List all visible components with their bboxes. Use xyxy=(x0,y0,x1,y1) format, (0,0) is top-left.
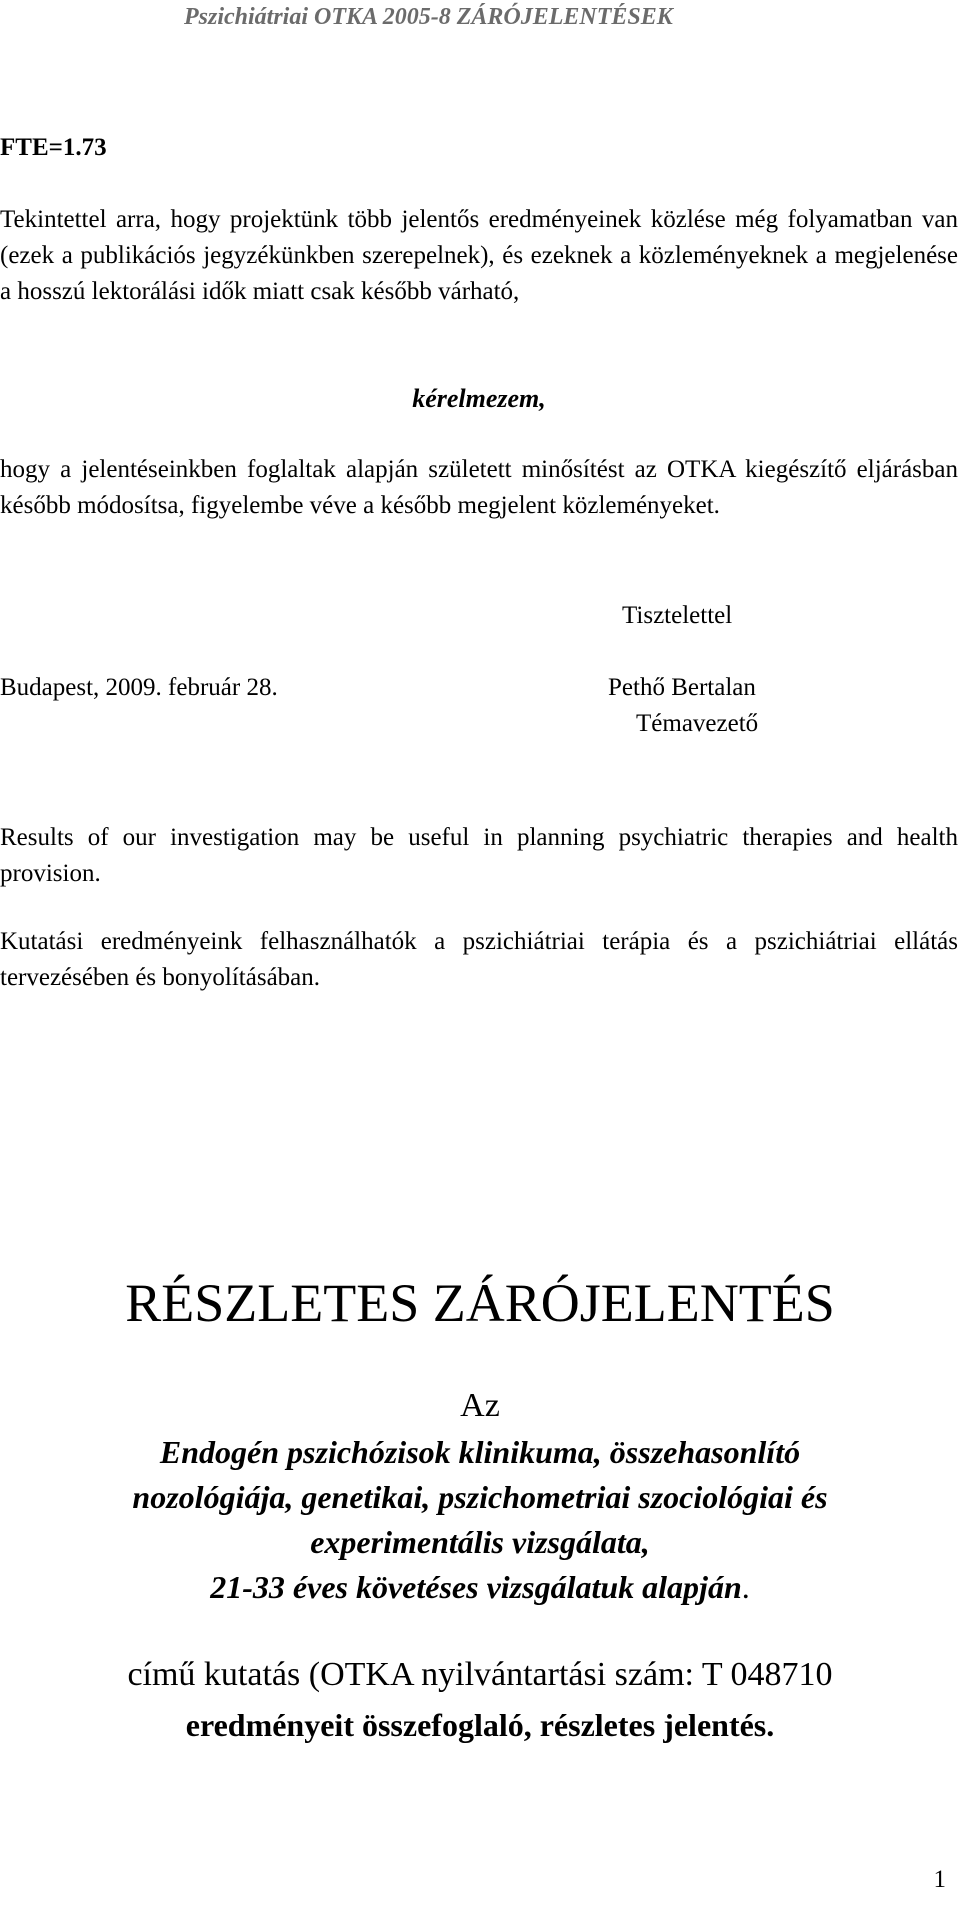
az-article: Az xyxy=(460,1387,500,1424)
research-reference: című kutatás (OTKA nyilvántartási szám: T 048710 xyxy=(127,1656,833,1693)
project-title-line xyxy=(0,1565,960,1610)
summary-english: Results of our investigation may be useful in planning psychiatric therapies and health provision. xyxy=(0,824,958,887)
paragraph-request: hogy a jelentéseinkben foglaltak alapján született minősítést az OTKA kiegészítő eljárásban később módosítsa, figyelembe véve a később megjelent közleményeket. xyxy=(0,456,958,519)
fte-value: FTE=1.73 xyxy=(0,134,107,161)
summary-hungarian: Kutatási eredményeink felhasználhatók a pszichiátriai terápia és a pszichiátriai ellátás tervezésében és bonyolításában. xyxy=(0,928,958,991)
project-title xyxy=(0,1430,960,1610)
project-title-line: experimentális vizsgálata, xyxy=(310,1524,650,1560)
signer-role: Témavezető xyxy=(636,710,759,737)
project-title-period: . xyxy=(741,1569,750,1605)
signer-name: Pethő Bertalan xyxy=(608,674,756,701)
page-number: 1 xyxy=(933,1866,946,1893)
place-date: Budapest, 2009. február 28. xyxy=(0,674,278,701)
project-title-last: 21-33 éves követéses vizsgálatuk alapján xyxy=(210,1569,742,1605)
results-summary-line: eredményeit összefoglaló, részletes jelentés. xyxy=(185,1707,775,1743)
running-header: Pszichiátriai OTKA 2005-8 ZÁRÓJELENTÉSEK xyxy=(184,4,673,30)
request-heading: kérelmezem, xyxy=(412,384,546,413)
paragraph-context: Tekintettel arra, hogy projektünk több jelentős eredményeinek közlése még folyamatban van (ezek a publikációs jegyzékünkben szerepelnek), és ezeknek a közleményeknek a megjelenése a hosszú lektorálási idők miatt csak később várható, xyxy=(0,206,958,305)
closing-greeting: Tisztelettel xyxy=(622,602,733,629)
project-title-line: nozológiája, genetikai, pszichometriai szociológiai és xyxy=(132,1479,828,1515)
main-title: RÉSZLETES ZÁRÓJELENTÉS xyxy=(125,1273,835,1333)
project-title-line: Endogén pszichózisok klinikuma, összehasonlító xyxy=(159,1434,801,1470)
